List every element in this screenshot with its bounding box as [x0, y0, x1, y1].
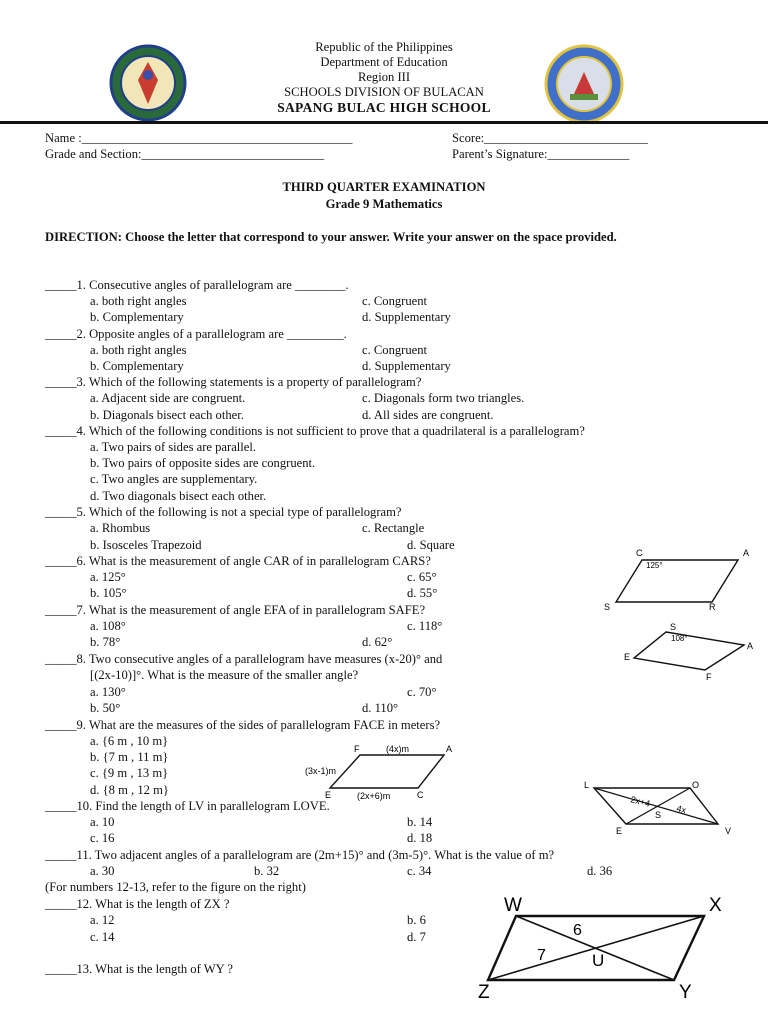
q12-option-d[interactable]: d. 7: [407, 930, 426, 944]
question-1: _____1. Consecutive angles of parallelogram are ________.: [45, 278, 349, 292]
question-8: _____8. Two consecutive angles of a parallelogram have measures (x-20)° and: [45, 652, 443, 666]
question-9: _____9. What are the measures of the sides of parallelogram FACE in meters?: [45, 718, 441, 732]
love-label-l: L: [584, 780, 590, 790]
q6-option-b[interactable]: b. 105°: [90, 586, 127, 600]
q5-option-c[interactable]: c. Rectangle: [362, 521, 425, 535]
q12-option-a[interactable]: a. 12: [90, 913, 115, 927]
q2-option-d[interactable]: d. Supplementary: [362, 359, 451, 373]
q1-option-d[interactable]: d. Supplementary: [362, 310, 451, 324]
q2-option-c[interactable]: c. Congruent: [362, 343, 428, 357]
love-segment-1: 2x+4: [629, 794, 652, 809]
q8-option-d[interactable]: d. 110°: [362, 701, 399, 715]
question-10: _____10. Find the length of LV in parallelogram LOVE.: [45, 799, 330, 813]
header-republic: Republic of the Philippines: [315, 40, 453, 54]
q6-option-a[interactable]: a. 125°: [90, 570, 126, 584]
q5-option-b[interactable]: b. Isosceles Trapezoid: [90, 538, 202, 552]
q6-option-d[interactable]: d. 55°: [407, 586, 438, 600]
q11-option-a[interactable]: a. 30: [90, 864, 115, 878]
cars-label-a: A: [743, 548, 750, 558]
figure-parallelogram-love: [578, 776, 748, 842]
q4-option-c[interactable]: c. Two angles are supplementary.: [90, 472, 258, 486]
love-segment-2: 4x: [675, 803, 688, 816]
q6-option-c[interactable]: c. 65°: [407, 570, 437, 584]
q2-option-b[interactable]: b. Complementary: [90, 359, 184, 373]
wxyz-label-y: Y: [679, 982, 692, 1003]
q12-option-c[interactable]: c. 14: [90, 930, 115, 944]
cars-angle-label: 125°: [646, 561, 663, 570]
q2-option-a[interactable]: a. both right angles: [90, 343, 187, 357]
header-school-name: SAPANG BULAC HIGH SCHOOL: [277, 100, 491, 115]
figure-parallelogram-face: [302, 740, 462, 806]
q3-option-b[interactable]: b. Diagonals bisect each other.: [90, 408, 244, 422]
cars-label-r: R: [709, 602, 716, 612]
face-label-a: A: [446, 744, 453, 754]
q8-option-a[interactable]: a. 130°: [90, 685, 126, 699]
face-side-top: (4x)m: [386, 744, 409, 754]
q9-option-b[interactable]: b. {7 m , 11 m}: [90, 750, 169, 764]
wxyz-label-u: U: [592, 951, 605, 970]
exam-subject: Grade 9 Mathematics: [325, 197, 443, 211]
q7-option-a[interactable]: a. 108°: [90, 619, 126, 633]
q11-option-b[interactable]: b. 32: [254, 864, 280, 878]
q12-option-b[interactable]: b. 6: [407, 913, 426, 927]
figure-reference-note: (For numbers 12-13, refer to the figure on the right): [45, 880, 306, 894]
q5-option-d[interactable]: d. Square: [407, 538, 455, 552]
question-6: _____6. What is the measurement of angle CAR of in parallelogram CARS?: [45, 554, 431, 568]
face-label-e: E: [325, 790, 332, 800]
wxyz-label-z: Z: [478, 982, 490, 1003]
q3-option-a[interactable]: a. Adjacent side are congruent.: [90, 391, 246, 405]
face-label-f: F: [354, 744, 360, 754]
safe-label-e: E: [624, 652, 631, 662]
exam-title: THIRD QUARTER EXAMINATION: [282, 180, 486, 194]
face-side-left: (3x-1)m: [305, 766, 336, 776]
wxyz-label-w: W: [504, 895, 522, 916]
name-field[interactable]: Name :___________________________________________: [45, 131, 353, 145]
question-7: _____7. What is the measurement of angle EFA of in parallelogram SAFE?: [45, 603, 426, 617]
wxyz-diagonal-zx: [488, 916, 704, 980]
q10-option-d[interactable]: d. 18: [407, 831, 433, 845]
safe-angle-label: 108°: [671, 634, 688, 643]
question-8-line-2: [(2x-10)]°. What is the measure of the smaller angle?: [90, 668, 359, 682]
q9-option-d[interactable]: d. {8 m , 12 m}: [90, 783, 169, 797]
header-department: Department of Education: [320, 55, 448, 69]
face-shape: [330, 755, 444, 788]
q10-option-c[interactable]: c. 16: [90, 831, 115, 845]
question-12: _____12. What is the length of ZX ?: [45, 897, 230, 911]
q1-option-a[interactable]: a. both right angles: [90, 294, 187, 308]
q8-option-c[interactable]: c. 70°: [407, 685, 437, 699]
q1-option-c[interactable]: c. Congruent: [362, 294, 428, 308]
q3-option-d[interactable]: d. All sides are congruent.: [362, 408, 494, 422]
header-region: Region III: [357, 70, 411, 84]
question-13: _____13. What is the length of WY ?: [45, 962, 233, 976]
love-label-s: S: [655, 810, 662, 820]
wxyz-segment-7: 7: [537, 947, 546, 964]
parent-signature-field[interactable]: Parent’s Signature:_____________: [452, 147, 630, 161]
grade-section-field[interactable]: Grade and Section:_____________________________: [45, 147, 325, 161]
question-11: _____11. Two adjacent angles of a parallelogram are (2m+15)° and (3m-5)°. What is the value of m?: [45, 848, 555, 862]
q4-option-b[interactable]: b. Two pairs of opposite sides are congruent.: [90, 456, 316, 470]
safe-label-s: S: [670, 622, 677, 632]
figure-parallelogram-safe: [620, 620, 760, 682]
safe-label-a: A: [747, 641, 754, 651]
figure-parallelogram-wxyz: [478, 894, 738, 1004]
safe-shape: [634, 632, 744, 670]
face-side-bottom: (2x+6)m: [357, 791, 391, 801]
wxyz-segment-6: 6: [573, 922, 582, 939]
wxyz-label-x: X: [709, 895, 722, 916]
q9-option-a[interactable]: a. {6 m , 10 m}: [90, 734, 169, 748]
q4-option-d[interactable]: d. Two diagonals bisect each other.: [90, 489, 267, 503]
q1-option-b[interactable]: b. Complementary: [90, 310, 184, 324]
header-divider: [0, 121, 768, 124]
safe-label-f: F: [706, 672, 712, 682]
figure-parallelogram-cars: [598, 544, 758, 614]
direction-text: DIRECTION: Choose the letter that correspond to your answer. Write your answer on the space provided.: [45, 230, 617, 244]
question-5: _____5. Which of the following is not a special type of parallelogram?: [45, 505, 402, 519]
header-division: SCHOOLS DIVISION OF BULACAN: [284, 85, 484, 99]
q10-option-b[interactable]: b. 14: [407, 815, 433, 829]
question-3: _____3. Which of the following statements is a property of parallelogram?: [45, 375, 422, 389]
cars-label-s: S: [604, 602, 611, 612]
q3-option-c[interactable]: c. Diagonals form two triangles.: [362, 391, 525, 405]
q5-option-a[interactable]: a. Rhombus: [90, 521, 151, 535]
score-field[interactable]: Score:__________________________: [452, 131, 648, 145]
q7-option-d[interactable]: d. 62°: [362, 635, 393, 649]
cars-label-c: C: [636, 548, 643, 558]
q7-option-b[interactable]: b. 78°: [90, 635, 121, 649]
love-label-v: V: [725, 826, 732, 836]
question-4: _____4. Which of the following conditions is not sufficient to prove that a quadrilateral is a parallelogram?: [45, 424, 585, 438]
face-label-c: C: [417, 790, 424, 800]
love-label-o: O: [692, 780, 700, 790]
q11-option-c[interactable]: c. 34: [407, 864, 432, 878]
question-2: _____2. Opposite angles of a parallelogram are _________.: [45, 327, 347, 341]
cars-shape: [616, 560, 738, 602]
q8-option-b[interactable]: b. 50°: [90, 701, 121, 715]
q9-option-c[interactable]: c. {9 m , 13 m}: [90, 766, 169, 780]
q11-option-d[interactable]: d. 36: [587, 864, 613, 878]
q10-option-a[interactable]: a. 10: [90, 815, 115, 829]
love-label-e: E: [616, 826, 623, 836]
q7-option-c[interactable]: c. 118°: [407, 619, 443, 633]
q4-option-a[interactable]: a. Two pairs of sides are parallel.: [90, 440, 257, 454]
